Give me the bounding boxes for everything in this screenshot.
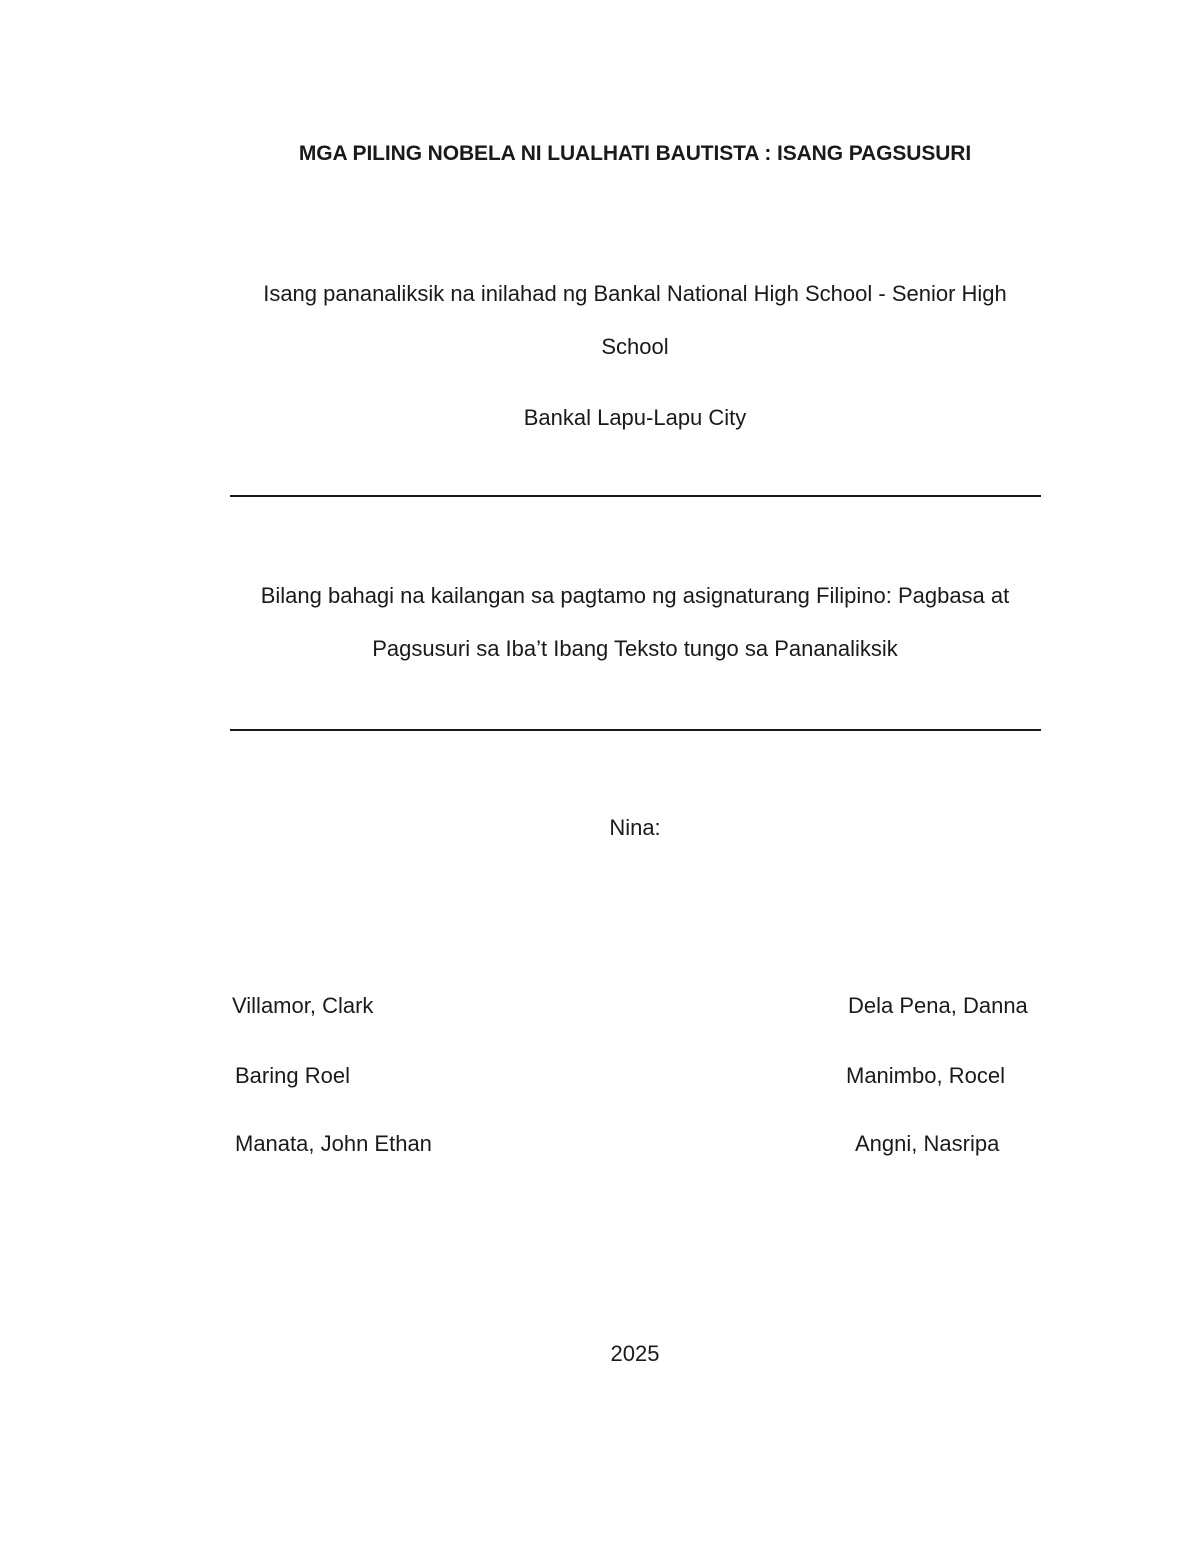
requirement-line-2: Pagsusuri sa Iba’t Ibang Teksto tungo sa Pananaliksik <box>372 636 898 661</box>
author-right-2: Manimbo, Rocel <box>846 1063 1005 1088</box>
author-left-3: Manata, John Ethan <box>235 1131 432 1156</box>
year: 2025 <box>610 1341 660 1366</box>
author-left-1: Villamor, Clark <box>232 993 374 1018</box>
presented-by-line-1: Isang pananaliksik na inilahad ng Bankal National High School - Senior High <box>263 281 1007 306</box>
author-right-3: Angni, Nasripa <box>855 1131 1000 1156</box>
document-title: MGA PILING NOBELA NI LUALHATI BAUTISTA : ISANG PAGSUSURI <box>298 142 972 165</box>
requirement-line-1: Bilang bahagi na kailangan sa pagtamo ng asignaturang Filipino: Pagbasa at <box>260 583 1010 608</box>
divider-line-2 <box>230 729 1041 731</box>
presented-by-line-2: School <box>601 334 669 359</box>
author-left-2: Baring Roel <box>235 1063 350 1088</box>
location-line: Bankal Lapu-Lapu City <box>523 405 747 430</box>
divider-line-1 <box>230 495 1041 497</box>
by-label: Nina: <box>609 815 661 840</box>
author-right-1: Dela Pena, Danna <box>848 993 1028 1018</box>
